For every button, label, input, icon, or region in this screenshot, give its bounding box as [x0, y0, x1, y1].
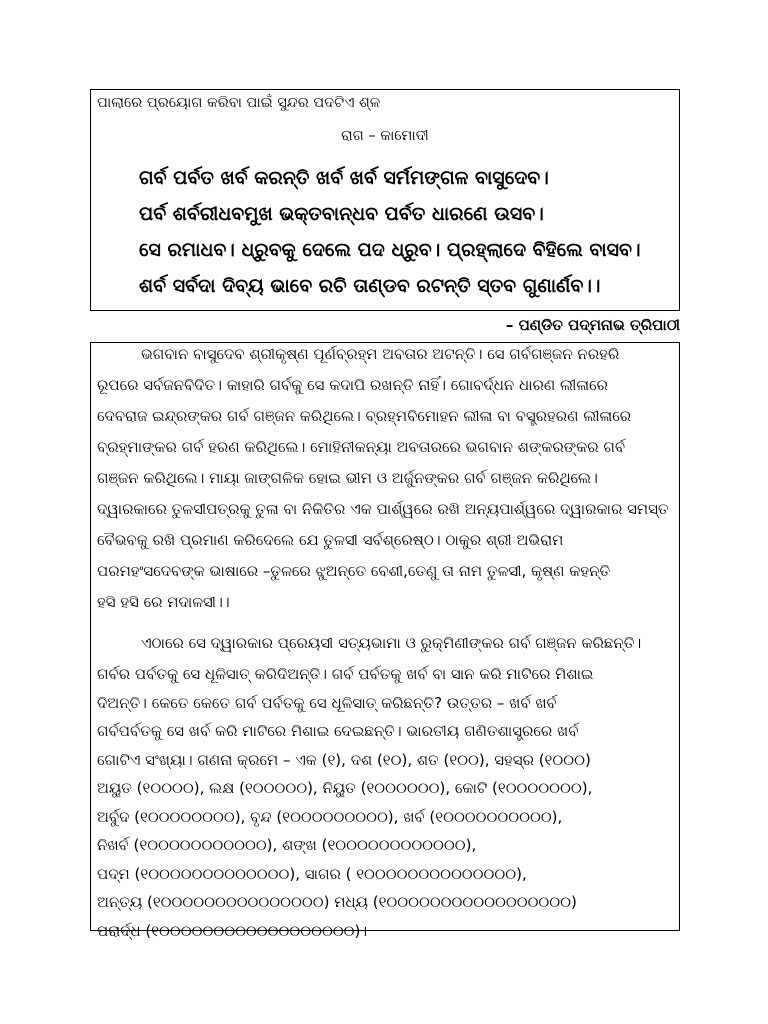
- essay-line: ଗର୍ବର ପର୍ବତକୁ ସେ ଧୂଳିସାତ୍ କରିଦିଅନ୍ତି। ଗର୍ବ ପର୍ବତକୁ ଖର୍ବ ବା ସାନ କରି ମାଟିରେ ମିଶାଇ: [97, 665, 594, 683]
- essay-box: [90, 342, 680, 940]
- raga-label: ରାଗ – କାମୋଦୀ: [341, 128, 429, 144]
- verse-line: ଗର୍ବ ପର୍ବତ ଖର୍ବ କରନ୍ତି ଖର୍ବ ଖର୍ବ ସର୍ମମଙ୍ଗଳ ବାସୁଦେବ।: [139, 167, 549, 189]
- essay-line: ବୈଭବକୁ ରଖି ପ୍ରମାଣ କରିଦେଲେ ଯେ ତୁଳସୀ ସର୍ବଶ୍ରେଷ୍ଠ। ଠାକୁର ଶ୍ରୀ ଅଭିରାମ: [97, 531, 564, 549]
- essay-line: ପରାର୍ଦ୍ଧ (୧୦୦୦୦୦୦୦୦୦୦୦୦୦୦୦୦୦୦)।: [97, 921, 368, 940]
- verse-line: ପର୍ବ ଶର୍ବରୀଧବମୁଖ ଭକ୍ତବାନ୍ଧବ ପର୍ବତ ଧାରଣେ ଉସବ।: [139, 203, 544, 225]
- essay-line: ବ୍ରହ୍ମାଙ୍କର ଗର୍ବ ହରଣ କରିଥିଲେ। ମୋହିନୀକନ୍ୟା ଅବତାରରେ ଭଗବାନ ଶଙ୍କରଙ୍କର ଗର୍ବ: [97, 438, 626, 456]
- essay-line: ଦ୍ୱାରକାରେ ତୁଳସୀପତ୍ରକୁ ତୁଳା ବା ନିକିତିର ଏକ ପାର୍ଶ୍ୱରେ ରଖି ଅନ୍ୟପାର୍ଶ୍ୱରେ ଦ୍ୱାରକାର ସମସ୍ତ: [97, 500, 669, 518]
- verse-line: ଶର୍ବ ସର୍ବଦା ଦିବ୍ୟ ଭାବେ ରଚି ତାଣ୍ଡବ ରଟନ୍ତି ସ୍ତବ ଗୁଣାର୍ଣବ।।: [139, 275, 601, 297]
- essay-line: ଅୟୁତ (୧୦୦୦୦), ଲକ୍ଷ (୧୦୦୦୦୦), ନିୟୁତ (୧୦୦୦୦୦୦), କୋଟି (୧୦୦୦୦୦୦୦),: [97, 779, 593, 797]
- essay-line: ଗଞ୍ଜନ କରିଥିଲେ। ମାୟା ଜାଙ୍ଗଳିକ ହୋଇ ଭୀମ ଓ ଅର୍ଜୁନଙ୍କର ଗର୍ବ ଗଞ୍ଜନ କରିଥିଲେ।: [97, 469, 598, 487]
- essay-line: ଦିଅନ୍ତି। କେତେ କେତେ ଗର୍ବ ପର୍ବତକୁ ସେ ଧୂଳିସାତ୍ କରିଛନ୍ତି? ଉତ୍ତର – ଖର୍ବ ଖର୍ବ: [97, 693, 557, 712]
- essay-line: ପଦ୍ମ (୧୦୦୦୦୦୦୦୦୦୦୦୦୦), ସାଗର ( ୧୦୦୦୦୦୦୦୦୦୦୦୦୦୦),: [97, 864, 527, 883]
- essay-line: ଗର୍ବପର୍ବତକୁ ସେ ଖର୍ବ କରି ମାଟିରେ ମିଶାଇ ଦେଇଛନ୍ତି। ଭାରତୀୟ ଗଣିତଶାସ୍ତ୍ରରେ ଖର୍ବ: [97, 722, 579, 740]
- essay-line: ଅର୍ବୁଦ (୧୦୦୦୦୦୦୦୦), ବୃନ୍ଦ (୧୦୦୦୦୦୦୦୦୦), ଖର୍ବ (୧୦୦୦୦୦୦୦୦୦୦),: [97, 807, 563, 826]
- essay-line: ଭଗବାନ ବାସୁଦେବ ଶ୍ରୀକୃଷ୍ଣ ପୂର୍ଣବ୍ରହ୍ମ ଅବତାର ଅଟନ୍ତି। ସେ ଗର୍ବଗଞ୍ଜନ ନରହରି: [141, 345, 620, 363]
- essay-line: ନିଖର୍ବ (୧୦୦୦୦୦୦୦୦୦୦୦), ଶଙ୍ଖ (୧୦୦୦୦୦୦୦୦୦୦୦୦),: [97, 836, 477, 854]
- verse-heading: ପାଲାରେ ପ୍ରୟୋଗ କରିବା ପାଇଁ ସୁନ୍ଦର ପଦଟିଏ ଶ୍ଳ: [97, 95, 381, 111]
- essay-line: ଗୋଟିଏ ସଂଖ୍ୟା। ଗଣନା କ୍ରମେ – ଏକ (୧), ଦଶ (୧୦), ଶତ (୧୦୦), ସହସ୍ର (୧୦୦୦): [97, 750, 591, 769]
- essay-line: ଦେବରାଜ ଇନ୍ଦ୍ରଙ୍କର ଗର୍ବ ଗଞ୍ଜନ କରିଥିଲେ। ବ୍ରହ୍ମବିମୋହନ ଲୀଳା ବା ବସ୍ତ୍ରହରଣ ଲୀଳାରେ: [97, 407, 632, 425]
- attribution: – ପଣ୍ଡିତ ପଦ୍ମନାଭ ତ୍ରିପାଠୀ: [505, 316, 680, 334]
- essay-line: ଅନ୍ତ୍ୟ (୧୦୦୦୦୦୦୦୦୦୦୦୦୦୦୦) ମଧ୍ୟ (୧୦୦୦୦୦୦୦୦୦୦୦୦୦୦୦୦୦): [97, 893, 577, 911]
- verse-box: [90, 89, 680, 311]
- verse-line: ସେ ରମାଧବ। ଧ୍ରୁବକୁ ଦେଲେ ପଦ ଧ୍ରୁବ। ପ୍ରହ୍ଲାଦେ ବିହିଲେ ବାସବ।: [139, 239, 641, 261]
- essay-line: ଏଠାରେ ସେ ଦ୍ୱାରକାର ପ୍ରେୟସୀ ସତ୍ୟଭାମା ଓ ରୁକ୍ମିଣୀଙ୍କର ଗର୍ବ ଗଞ୍ଜନ କରିଛନ୍ତି।: [141, 634, 642, 652]
- essay-line: ପରମହଂସଦେବଙ୍କ ଭାଷାରେ –ତୁଳରେ ଝୁଅନ୍ତେ ବେଶୀ,ତେଣୁ ତା ନାମ ତୁଳସୀ, କୃଷ୍ଣ କହନ୍ତି: [97, 562, 611, 580]
- essay-line: ରୂପରେ ସର୍ବଜନବିଦିତ। କାହାରି ଗର୍ବକୁ ସେ କଦାପି ରଖନ୍ତି ନାହିଁ। ଗୋବର୍ଦ୍ଧନ ଧାରଣ ଲୀଳାରେ: [97, 376, 608, 394]
- essay-line: ହସି ହସି ରେ ମଦାଳସୀ।।: [97, 593, 230, 611]
